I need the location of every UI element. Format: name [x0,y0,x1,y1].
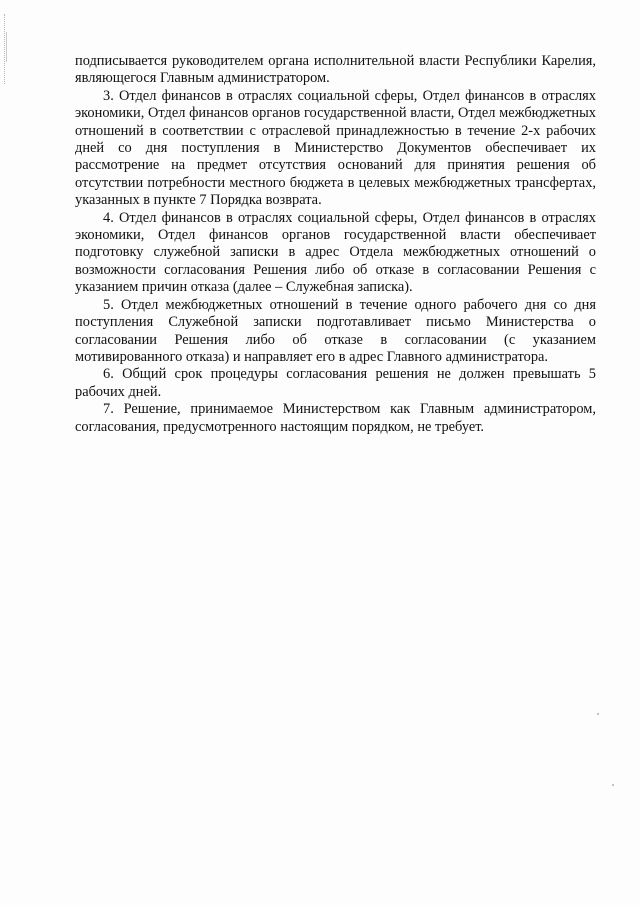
paragraph-item-5: 5. Отдел межбюджетных отношений в течение одного рабочего дня со дня поступления Служебной записки подготавливает письмо Министерства о согласовании Решения либо об отказе в согласовании (с указанием мотивированного отказа) и направляет его в адрес Главного администратора. [75,296,596,365]
paragraph-continuation: подписывается руководителем органа исполнительной власти Республики Карелия, являющегося Главным администратором. [75,53,596,87]
scan-speck [612,784,614,786]
document-body [75,53,596,436]
paragraph-item-3: 3. Отдел финансов в отраслях социальной сферы, Отдел финансов в отраслях экономики, Отдел финансов органов государственной власти, Отдел межбюджетных отношений в соответствии с отраслевой принадлежностью в течение 2-х рабочих дней со дня поступления в Министерство Документов обеспечивает их рассмотрение на предмет отсутствия оснований для принятия решения об отсутствии потребности местного бюджета в целевых межбюджетных трансфертах, указанных в пункте 7 Порядка возврата. [75,87,596,209]
paragraph-item-4: 4. Отдел финансов в отраслях социальной сферы, Отдел финансов в отраслях экономики, Отдел финансов органов государственной власти обеспечивает подготовку служебной записки в адрес Отдела межбюджетных отношений о возможности согласования Решения либо об отказе в согласовании Решения с указанием причин отказа (далее – Служебная записка). [75,209,596,296]
paragraph-item-6: 6. Общий срок процедуры согласования решения не должен превышать 5 рабочих дней. [75,366,596,400]
paragraph-item-7: 7. Решение, принимаемое Министерством как Главным администратором, согласования, предусмотренного настоящим порядком, не требует. [75,401,596,435]
scan-edge-mark [4,14,11,84]
scan-speck [597,713,599,715]
